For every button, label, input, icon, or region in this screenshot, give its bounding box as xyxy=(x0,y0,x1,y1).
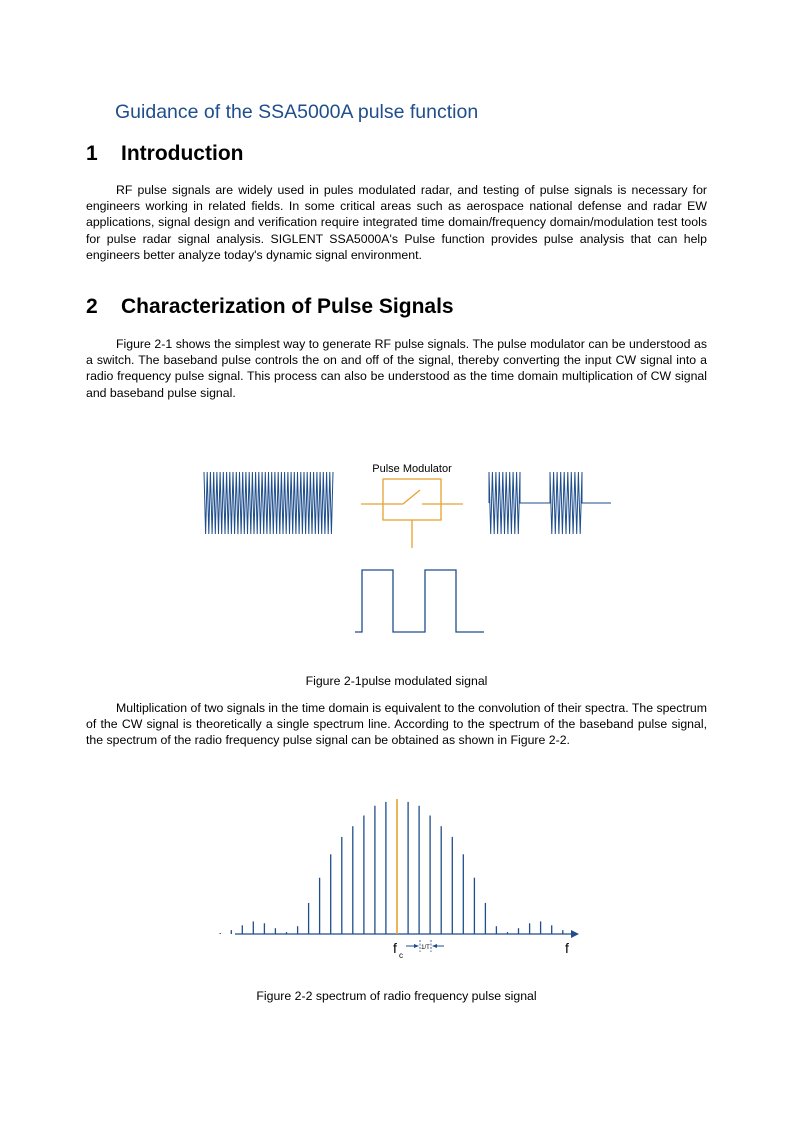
section-2-number: 2 xyxy=(86,295,98,318)
figure-2-2-caption: Figure 2-2 spectrum of radio frequency pulse signal xyxy=(256,989,537,1003)
section-2-title: Characterization of Pulse Signals xyxy=(121,295,454,318)
fc-subscript: c xyxy=(399,951,403,960)
pulse-modulator-label: Pulse Modulator xyxy=(372,463,452,475)
spacing-arrowhead-right xyxy=(432,944,437,948)
section-2-paragraph: Figure 2-1 shows the simplest way to generate RF pulse signals. The pulse modulator can be understood as a switch. The baseband pulse controls the on and off of the signal, thereby converting the input CW signal into a radio frequency pulse signal. This process can also be understood as the time domain multiplication of CW signal and baseband pulse signal. xyxy=(86,337,707,400)
paragraph-3: Multiplication of two signals in the time domain is equivalent to the convolution of their spectra. The spectrum of the CW signal is theoretically a single spectrum line. According to the spectrum of the baseband pulse signal, the spectrum of the radio frequency pulse signal can be obtained as shown in Figure 2-2. xyxy=(86,701,708,748)
section-1-title: Introduction xyxy=(121,142,244,165)
spectrum-lines xyxy=(220,799,574,934)
section-1-paragraph: RF pulse signals are widely used in pules modulated radar, and testing of pulse signals is necessary for engineers working in related fields. In some critical areas such as aerospace national defense and radar EW applications, signal design and verification require integrated time domain/frequency domain/modulation test tools for pulse radar signal analysis. SIGLENT SSA5000A's Pulse function provides pulse analysis that can help engineers better analyze today's dynamic signal environment. xyxy=(86,183,707,262)
fc-label: f xyxy=(393,940,397,956)
frequency-axis-arrow xyxy=(571,930,579,938)
section-1-number: 1 xyxy=(86,142,98,165)
document-title: Guidance of the SSA5000A pulse function xyxy=(115,101,479,123)
spacing-label: 1/T xyxy=(421,945,430,951)
spacing-arrowhead-left xyxy=(414,944,419,948)
axis-f-label: f xyxy=(565,940,569,956)
figure-2-1-caption: Figure 2-1pulse modulated signal xyxy=(305,674,488,688)
